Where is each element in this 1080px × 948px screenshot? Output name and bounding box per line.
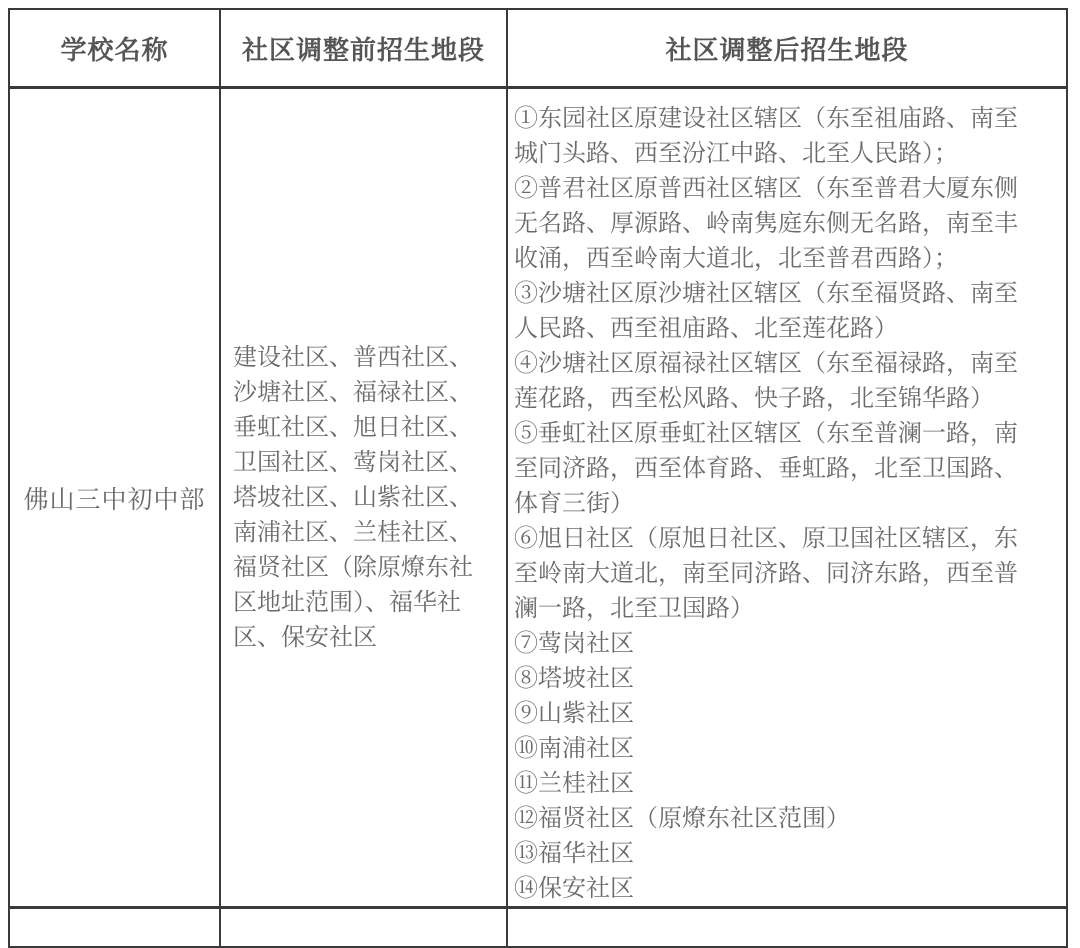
zone-item: ⑩南浦社区 bbox=[514, 735, 634, 762]
next-row-before-cell bbox=[221, 909, 508, 946]
header-school-name: 学校名称 bbox=[10, 10, 221, 89]
zone-item: ⑤垂虹社区原垂虹社区辖区（东至普澜一路，南至同济路，西至体育路、垂虹路，北至卫国路、体育三街） bbox=[514, 420, 1018, 517]
before-adjustment-cell bbox=[221, 89, 508, 909]
zone-item: ⑦莺岗社区 bbox=[514, 630, 634, 657]
zone-item: ⑪兰桂社区 bbox=[514, 770, 634, 797]
zone-item: ⑬福华社区 bbox=[514, 840, 634, 867]
zone-item: ④沙塘社区原福禄社区辖区（东至福禄路，南至莲花路，西至松风路、快子路，北至锦华路） bbox=[514, 350, 1018, 412]
zone-item: ⑨山紫社区 bbox=[514, 700, 634, 727]
zone-item: ②普君社区原普西社区辖区（东至普君大厦东侧无名路、厚源路、岭南隽庭东侧无名路，南至丰收涌，西至岭南大道北，北至普君西路）； bbox=[514, 175, 1018, 272]
next-row-after-cell bbox=[508, 909, 1066, 946]
zone-item: ⑧塔坡社区 bbox=[514, 665, 634, 692]
next-row-school-cell bbox=[10, 909, 221, 946]
after-adjustment-cell bbox=[508, 89, 1066, 909]
zone-item: ①东园社区原建设社区辖区（东至祖庙路、南至城门头路、西至汾江中路、北至人民路）； bbox=[514, 105, 1018, 167]
zone-item: ⑥旭日社区（原旭日社区、原卫国社区辖区，东至岭南大道北，南至同济路、同济东路，西至普澜一路，北至卫国路） bbox=[514, 525, 1018, 622]
school-name-cell: 佛山三中初中部 bbox=[10, 89, 221, 909]
enrollment-zone-table bbox=[8, 8, 1068, 948]
header-after-adjustment: 社区调整后招生地段 bbox=[508, 10, 1066, 89]
zone-item: ③沙塘社区原沙塘社区辖区（东至福贤路、南至人民路、西至祖庙路、北至莲花路） bbox=[514, 280, 1018, 342]
zone-item: ⑫福贤社区（原燎东社区范围） bbox=[514, 805, 850, 832]
before-adjustment-text: 建设社区、普西社区、沙塘社区、福禄社区、垂虹社区、旭日社区、卫国社区、莺岗社区、塔坡社区、山紫社区、南浦社区、兰桂社区、福贤社区（除原燎东社区地址范围）、福华社区、保安社区 bbox=[233, 344, 473, 651]
header-before-adjustment: 社区调整前招生地段 bbox=[221, 10, 508, 89]
zone-item: ⑭保安社区 bbox=[514, 875, 634, 902]
